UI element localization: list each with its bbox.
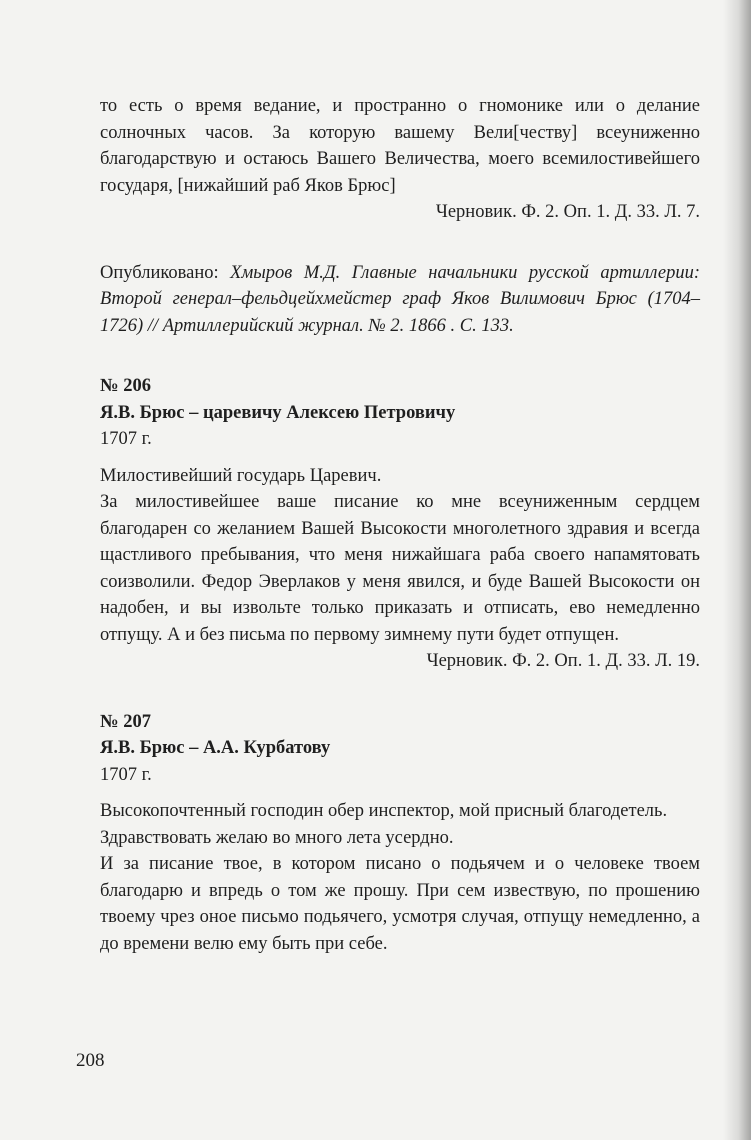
letter-number: № 206 [100, 376, 151, 396]
letter-source: Черновик. Ф. 2. Оп. 1. Д. 33. Л. 19. [426, 651, 700, 671]
published-label: Опубликовано: [100, 262, 219, 283]
letter-greeting: Здравствовать желаю во много лета усердно. [100, 827, 454, 848]
intro-source: Черновик. Ф. 2. Оп. 1. Д. 33. Л. 7. [435, 202, 700, 222]
letter-heading: Я.В. Брюс – А.А. Курбатову [100, 738, 331, 758]
published-note [100, 260, 700, 340]
letter-salutation: Милостивейший государь Царевич. [100, 465, 382, 486]
letter-body: И за писание твое, в котором писано о подьячем и о человеке твоем благодарю и впредь о том же прошу. При сем извествую, по прошению твоему чрез оное письмо подьячего, усмотря случая, отпущу немедленно, а до времени велю ему быть при себе. [100, 854, 700, 954]
letter-body: За милостивейшее ваше писание ко мне всеуниженным сердцем благодарен со желанием Вашей Высокости многолетного здравия и всегда щастливого пребывания, что меня нижайшага раба своего напамятовать соизволили. Федор Эверлаков у меня явился, и буде Вашей Высокости он надобен, и вы извольте только приказать и отписать, ево немедленно отпущу. А и без письма по первому зимнему пути будет отпущен. [100, 492, 700, 645]
page-edge-shadow [723, 0, 751, 1140]
letter-number: № 207 [100, 711, 151, 732]
intro-paragraph: то есть о время ведание, и пространно о гномонике или о делание солночных часов. За которую вашему Вели[честву] всеуниженно благодарствую и остаюсь Вашего Величества, моего всемилостивейшего государя, [нижайший раб Яков Брюс] [100, 96, 700, 196]
letter-salutation: Высокопочтенный господин обер инспектор, мой присный благодетель. [100, 801, 668, 821]
text-column [100, 93, 700, 957]
page-number: 208 [76, 1050, 105, 1071]
letter-date: 1707 г. [100, 764, 152, 785]
spacer [100, 453, 700, 463]
letter-206 [100, 373, 700, 675]
spacer [100, 788, 700, 798]
published-citation: Хмыров М.Д. Главные начальники русской артиллерии: Второй генерал–фельдцейхмейстер граф Яков Вилимович Брюс (1704–1726) // Артиллерийский журнал. № 2. 1866 . С. 133. [100, 262, 701, 336]
letter-207 [100, 709, 700, 958]
letter-date: 1707 г. [100, 429, 152, 449]
letter-heading: Я.В. Брюс – царевичу Алексею Петровичу [100, 402, 456, 423]
spacer [100, 339, 700, 373]
spacer [100, 226, 700, 260]
spacer [100, 675, 700, 709]
